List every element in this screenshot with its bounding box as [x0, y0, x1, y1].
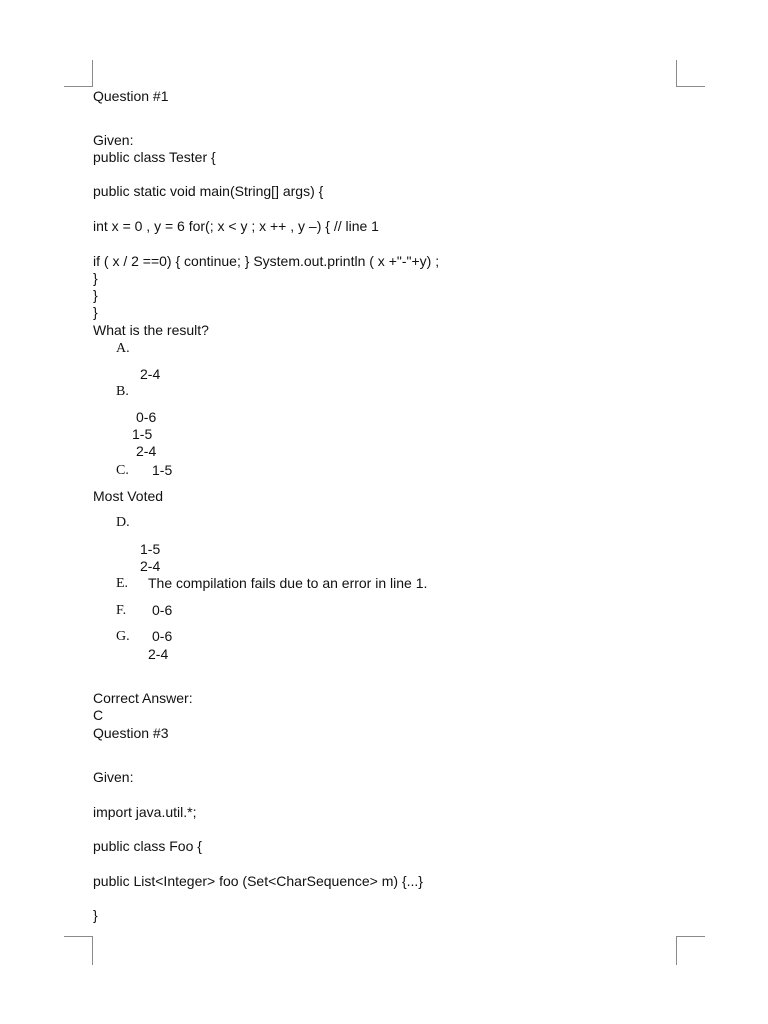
option-b-value: 0-6: [136, 409, 157, 425]
correct-answer-label: Correct Answer:: [93, 690, 193, 706]
question-3-given: Given:: [93, 769, 134, 785]
crop-mark-top-left: [64, 60, 93, 87]
crop-mark-bottom-left: [64, 936, 93, 965]
option-d-letter: D.: [116, 515, 130, 530]
option-a-value: 2-4: [140, 366, 161, 382]
option-e-value: The compilation fails due to an error in line 1.: [148, 575, 428, 591]
question-1-code-line: int x = 0 , y = 6 for(; x < y ; x ++ , y –) { // line 1: [93, 218, 379, 234]
question-3-code-line: }: [93, 907, 98, 923]
option-f-value: 0-6: [152, 602, 173, 618]
correct-answer-value: C: [93, 707, 104, 723]
option-b-value: 2-4: [136, 443, 157, 459]
option-g-value: 2-4: [148, 646, 169, 662]
option-a-letter: A.: [116, 341, 130, 356]
question-1-code-line: }: [93, 304, 98, 320]
question-3-title: Question #3: [93, 725, 169, 741]
option-g-value: 0-6: [152, 628, 173, 644]
question-1-prompt: What is the result?: [93, 322, 209, 338]
option-e-letter: E.: [116, 576, 129, 591]
option-b-value: 1-5: [132, 426, 153, 442]
option-c-value: 1-5: [152, 462, 173, 478]
question-1-code-line: public static void main(String[] args) {: [93, 183, 324, 199]
question-1-code-line: }: [93, 270, 98, 286]
most-voted-label: Most Voted: [93, 488, 164, 504]
question-1-code-line: }: [93, 287, 98, 303]
option-f-letter: F.: [116, 603, 127, 618]
option-b-letter: B.: [116, 384, 129, 399]
question-1-code-line: if ( x / 2 ==0) { continue; } System.out.println ( x +"-"+y) ;: [93, 253, 440, 269]
question-1-code-line: public class Tester {: [93, 149, 216, 165]
option-g-letter: G.: [116, 629, 130, 644]
crop-mark-top-right: [676, 60, 705, 87]
crop-mark-bottom-right: [676, 936, 705, 965]
question-3-code-line: public List<Integer> foo (Set<CharSequence> m) {...}: [93, 873, 423, 889]
option-d-value: 2-4: [140, 558, 161, 574]
option-d-value: 1-5: [140, 541, 161, 557]
question-3-code-line: import java.util.*;: [93, 804, 197, 820]
question-1-title: Question #1: [93, 88, 169, 104]
question-3-code-line: public class Foo {: [93, 838, 202, 854]
option-c-letter: C.: [116, 463, 129, 478]
question-1-given: Given:: [93, 132, 134, 148]
